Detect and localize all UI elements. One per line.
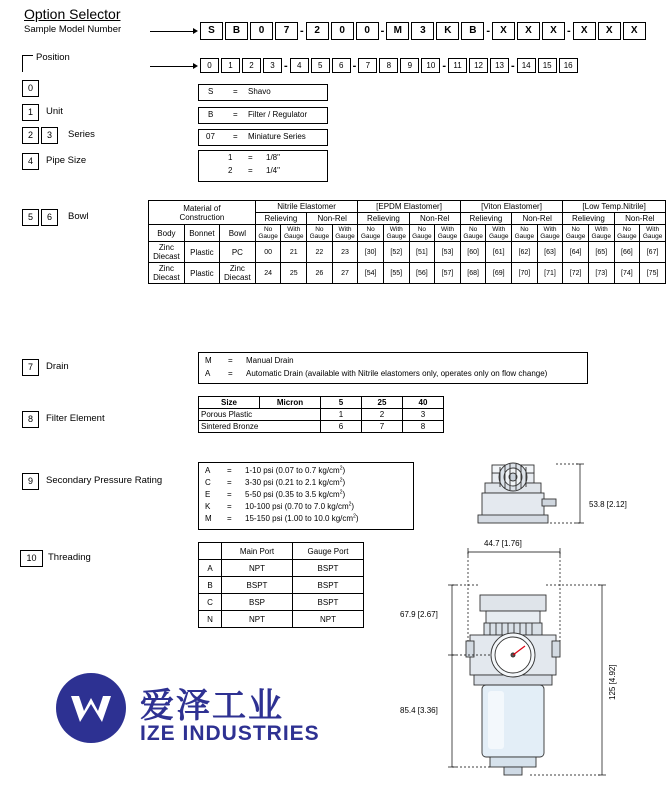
bowl-code-cell: [64] bbox=[563, 242, 589, 263]
filter-element-table bbox=[198, 396, 444, 433]
bowl-code-cell: [73] bbox=[588, 263, 614, 284]
sample-code-cell: X bbox=[623, 22, 646, 40]
row-1-code: B bbox=[208, 110, 214, 119]
sample-model-number-label: Sample Model Number bbox=[24, 24, 122, 35]
position-cell: 14 bbox=[517, 58, 536, 73]
bowl-header-gauge: With Gauge bbox=[383, 225, 409, 242]
product-drawing bbox=[430, 455, 666, 796]
sample-code-cell: 0 bbox=[356, 22, 379, 40]
filter-code-cell: 3 bbox=[403, 409, 444, 421]
thread-header-cell bbox=[199, 543, 222, 560]
thread-port-cell: BSPT bbox=[293, 594, 364, 611]
row-0-code: S bbox=[208, 87, 214, 96]
bowl-code-cell: 21 bbox=[281, 242, 307, 263]
secondary-option-value: 3-30 psi (0.21 to 2.1 $kg/cm^2$) bbox=[245, 477, 346, 487]
bowl-code-cell: [71] bbox=[537, 263, 563, 284]
position-cell: 0 bbox=[200, 58, 219, 73]
filter-table bbox=[198, 396, 444, 433]
logo-chinese-name: 爱泽工业 bbox=[140, 686, 284, 726]
thread-port-cell: BSPT bbox=[222, 577, 293, 594]
sample-code-cell: X bbox=[542, 22, 565, 40]
thread-header-cell: Main Port bbox=[222, 543, 293, 560]
sample-separator: - bbox=[380, 25, 385, 37]
bowl-code-cell: [74] bbox=[614, 263, 640, 284]
bowl-code-cell: [68] bbox=[460, 263, 486, 284]
bowl-header-part: Body bbox=[149, 225, 185, 242]
sample-code-cell: K bbox=[436, 22, 459, 40]
secondary-pressure-label: Secondary Pressure Rating bbox=[46, 475, 163, 486]
filter-code-cell: 7 bbox=[362, 421, 403, 433]
drain-opt-0-eq: = bbox=[228, 356, 233, 365]
arrow-line-position bbox=[150, 66, 195, 67]
bowl-header-gauge: With Gauge bbox=[332, 225, 358, 242]
pipe-size-box bbox=[198, 150, 328, 182]
sample-code-cell: 7 bbox=[275, 22, 298, 40]
secondary-option-eq: = bbox=[227, 501, 232, 511]
position-index-8: 8 bbox=[22, 411, 39, 428]
thread-table bbox=[198, 542, 364, 628]
bowl-label: Bowl bbox=[68, 211, 89, 222]
position-cell: 10 bbox=[421, 58, 440, 73]
bowl-header-gauge: No Gauge bbox=[358, 225, 384, 242]
position-separator: - bbox=[352, 59, 357, 72]
sample-code-cell: B bbox=[225, 22, 248, 40]
pipe-opt-1-value: 1/4" bbox=[266, 166, 280, 175]
drain-opt-0-value: Manual Drain bbox=[246, 356, 294, 365]
position-cell: 9 bbox=[400, 58, 419, 73]
thread-port-cell: BSPT bbox=[293, 577, 364, 594]
filter-element-label: Filter Element bbox=[46, 413, 105, 424]
bowl-table-row bbox=[149, 242, 666, 263]
page-title: Option Selector bbox=[24, 6, 121, 22]
position-separator: - bbox=[284, 59, 288, 72]
position-index-6: 6 bbox=[41, 209, 58, 226]
series-label: Series bbox=[68, 129, 95, 140]
position-index-0: 0 bbox=[22, 80, 39, 97]
secondary-option-code: M bbox=[205, 513, 212, 523]
bowl-header-relieving: Non-Rel bbox=[614, 213, 665, 225]
filter-header-cell: Micron bbox=[260, 397, 321, 409]
bowl-table bbox=[148, 200, 666, 284]
bowl-header-elastomer: [EPDM Elastomer] bbox=[358, 201, 461, 213]
threading-label: Threading bbox=[48, 552, 91, 563]
sample-code-cell: X bbox=[573, 22, 596, 40]
filter-code-cell: 2 bbox=[362, 409, 403, 421]
bowl-code-cell: [60] bbox=[460, 242, 486, 263]
logo-mark bbox=[55, 672, 127, 749]
bowl-code-cell: [56] bbox=[409, 263, 435, 284]
drain-opt-1-value: Automatic Drain (available with Nitrile elastomers only, operates only on flow change) bbox=[246, 369, 548, 378]
bowl-header-gauge: With Gauge bbox=[537, 225, 563, 242]
pipe-opt-0-value: 1/8" bbox=[266, 153, 280, 162]
bowl-header-relieving: Non-Rel bbox=[307, 213, 358, 225]
sample-separator: - bbox=[567, 25, 571, 37]
arrow-head-position bbox=[193, 63, 198, 69]
sample-code-cell: M bbox=[386, 22, 409, 40]
position-index-5: 5 bbox=[22, 209, 39, 226]
row-23-eq: = bbox=[233, 132, 238, 141]
bowl-code-cell: 24 bbox=[255, 263, 281, 284]
bowl-code-cell: 25 bbox=[281, 263, 307, 284]
position-cell: 1 bbox=[221, 58, 240, 73]
secondary-option-row bbox=[205, 513, 359, 525]
secondary-option-row bbox=[205, 501, 359, 513]
sample-separator: - bbox=[300, 25, 304, 37]
secondary-option-eq: = bbox=[227, 489, 232, 499]
secondary-option-code: E bbox=[205, 489, 211, 499]
secondary-option-code: A bbox=[205, 465, 211, 475]
thread-port-cell: NPT bbox=[293, 611, 364, 628]
position-cell: 12 bbox=[469, 58, 488, 73]
thread-table-row bbox=[199, 611, 364, 628]
bowl-code-cell: [57] bbox=[435, 263, 461, 284]
sample-code-cell: 0 bbox=[250, 22, 273, 40]
thread-port-cell: BSP bbox=[222, 594, 293, 611]
filter-material-name: Sintered Bronze bbox=[199, 421, 321, 433]
thread-port-cell: NPT bbox=[222, 560, 293, 577]
arrow-head-sample bbox=[193, 28, 198, 34]
unit-label: Unit bbox=[46, 106, 63, 117]
bowl-material-cell: Zinc Diecast bbox=[149, 263, 185, 284]
bowl-code-cell: [55] bbox=[383, 263, 409, 284]
position-label-text: Position bbox=[36, 52, 70, 63]
position-index-9: 9 bbox=[22, 473, 39, 490]
bowl-code-cell: 23 bbox=[332, 242, 358, 263]
bowl-material-cell: PC bbox=[219, 242, 255, 263]
secondary-option-row bbox=[205, 465, 359, 477]
filter-material-name: Porous Plastic bbox=[199, 409, 321, 421]
bowl-material-cell: Zinc Diecast bbox=[149, 242, 185, 263]
sample-code-cell: 2 bbox=[306, 22, 329, 40]
bowl-header-gauge: No Gauge bbox=[255, 225, 281, 242]
filter-table-row bbox=[199, 409, 444, 421]
sample-code-cell: 3 bbox=[411, 22, 434, 40]
dim-lower-height: 85.4 [3.36] bbox=[400, 706, 438, 715]
drain-opt-0-code: M bbox=[205, 356, 212, 365]
position-index-4: 4 bbox=[22, 153, 39, 170]
logo-english-name: IZE INDUSTRIES bbox=[140, 722, 320, 745]
filter-table-row bbox=[199, 421, 444, 433]
bowl-header-part: Bonnet bbox=[184, 225, 219, 242]
thread-code-cell: A bbox=[199, 560, 222, 577]
drain-opt-1-code: A bbox=[205, 369, 211, 378]
drain-opt-1-eq: = bbox=[228, 369, 233, 378]
position-cell: 3 bbox=[263, 58, 282, 73]
bowl-header-relieving: Relieving bbox=[255, 213, 306, 225]
sample-code-cell: S bbox=[200, 22, 223, 40]
bowl-header-gauge: With Gauge bbox=[486, 225, 512, 242]
sample-code-cell: X bbox=[598, 22, 621, 40]
position-row bbox=[200, 58, 578, 73]
position-cell: 6 bbox=[332, 58, 351, 73]
bowl-header-gauge: With Gauge bbox=[281, 225, 307, 242]
bowl-header-relieving: Non-Rel bbox=[409, 213, 460, 225]
bowl-material-cell: Plastic bbox=[184, 242, 219, 263]
bowl-table-row bbox=[149, 263, 666, 284]
bowl-code-cell: [63] bbox=[537, 242, 563, 263]
sample-code-cell: 0 bbox=[331, 22, 354, 40]
sample-separator: - bbox=[486, 25, 491, 37]
filter-header-cell: 5 bbox=[321, 397, 362, 409]
position-cell: 15 bbox=[538, 58, 557, 73]
pipe-opt-0-eq: = bbox=[248, 153, 253, 162]
dim-overall-height: 125 [4.92] bbox=[608, 664, 617, 700]
bowl-header-gauge: No Gauge bbox=[512, 225, 538, 242]
bowl-header-part: Bowl bbox=[219, 225, 255, 242]
sample-code-cell: X bbox=[492, 22, 515, 40]
bowl-header-material: Material of Construction bbox=[149, 201, 256, 225]
bowl-code-cell: [70] bbox=[512, 263, 538, 284]
pipe-opt-0-code: 1 bbox=[228, 153, 233, 162]
row-1-eq: = bbox=[233, 110, 238, 119]
position-cell: 2 bbox=[242, 58, 261, 73]
secondary-option-row bbox=[205, 477, 359, 489]
pipe-opt-1-code: 2 bbox=[228, 166, 233, 175]
secondary-option-code: K bbox=[205, 501, 211, 511]
bowl-header-gauge: No Gauge bbox=[460, 225, 486, 242]
bowl-code-cell: [61] bbox=[486, 242, 512, 263]
position-cell: 7 bbox=[358, 58, 377, 73]
bowl-header-gauge: With Gauge bbox=[435, 225, 461, 242]
pipe-size-label: Pipe Size bbox=[46, 155, 87, 166]
position-index-7: 7 bbox=[22, 359, 39, 376]
thread-port-cell: NPT bbox=[222, 611, 293, 628]
filter-header-cell: 25 bbox=[362, 397, 403, 409]
secondary-option-value: 10-100 psi (0.70 to 7.0 $kg/cm^2$) bbox=[245, 501, 355, 511]
dim-top-width: 44.7 [1.76] bbox=[484, 539, 522, 548]
bowl-code-cell: [52] bbox=[383, 242, 409, 263]
position-cell: 13 bbox=[490, 58, 509, 73]
position-cell: 5 bbox=[311, 58, 330, 73]
position-cell: 11 bbox=[448, 58, 467, 73]
position-bracket bbox=[22, 55, 33, 72]
position-cell: 8 bbox=[379, 58, 398, 73]
bowl-code-cell: 26 bbox=[307, 263, 333, 284]
bowl-header-gauge: No Gauge bbox=[563, 225, 589, 242]
bowl-code-cell: 00 bbox=[255, 242, 281, 263]
bowl-header-relieving: Relieving bbox=[460, 213, 511, 225]
thread-header-cell: Gauge Port bbox=[293, 543, 364, 560]
bowl-material-cell: Zinc Diecast bbox=[219, 263, 255, 284]
position-index-3: 3 bbox=[41, 127, 58, 144]
bowl-code-cell: [65] bbox=[588, 242, 614, 263]
position-cell: 16 bbox=[559, 58, 578, 73]
thread-table-row bbox=[199, 577, 364, 594]
bowl-code-cell: [72] bbox=[563, 263, 589, 284]
thread-code-cell: B bbox=[199, 577, 222, 594]
bowl-code-cell: [66] bbox=[614, 242, 640, 263]
sample-code-cell: B bbox=[461, 22, 484, 40]
bowl-code-cell: [75] bbox=[640, 263, 666, 284]
filter-code-cell: 8 bbox=[403, 421, 444, 433]
thread-code-cell: C bbox=[199, 594, 222, 611]
bowl-code-cell: [54] bbox=[358, 263, 384, 284]
sample-model-number-row bbox=[200, 22, 646, 40]
bowl-header-relieving: Relieving bbox=[358, 213, 409, 225]
bowl-header-relieving: Relieving bbox=[563, 213, 614, 225]
threading-table bbox=[198, 542, 364, 628]
position-index-10: 10 bbox=[20, 550, 43, 567]
bowl-code-cell: [62] bbox=[512, 242, 538, 263]
dim-top-height: 53.8 [2.12] bbox=[589, 500, 627, 509]
bowl-header-gauge: No Gauge bbox=[409, 225, 435, 242]
bowl-material-table bbox=[148, 200, 666, 284]
secondary-option-eq: = bbox=[227, 513, 232, 523]
bowl-code-cell: 22 bbox=[307, 242, 333, 263]
bowl-header-elastomer: [Viton Elastomer] bbox=[460, 201, 563, 213]
filter-header-cell: Size bbox=[199, 397, 260, 409]
secondary-option-eq: = bbox=[227, 465, 232, 475]
secondary-option-code: C bbox=[205, 477, 211, 487]
row-23-value: Miniature Series bbox=[248, 132, 306, 141]
position-separator: - bbox=[511, 59, 515, 72]
bowl-code-cell: [69] bbox=[486, 263, 512, 284]
row-0-eq: = bbox=[233, 87, 238, 96]
secondary-option-eq: = bbox=[227, 477, 232, 487]
secondary-options bbox=[205, 465, 359, 525]
bowl-header-gauge: No Gauge bbox=[614, 225, 640, 242]
bowl-header-gauge: No Gauge bbox=[307, 225, 333, 242]
row-1-value: Filter / Regulator bbox=[248, 110, 308, 119]
row-23-code: 07 bbox=[206, 132, 215, 141]
bowl-code-cell: [67] bbox=[640, 242, 666, 263]
bowl-material-cell: Plastic bbox=[184, 263, 219, 284]
position-cell: 4 bbox=[290, 58, 309, 73]
position-index-2: 2 bbox=[22, 127, 39, 144]
thread-code-cell: N bbox=[199, 611, 222, 628]
position-separator: - bbox=[442, 59, 447, 72]
bowl-code-cell: 27 bbox=[332, 263, 358, 284]
filter-code-cell: 6 bbox=[321, 421, 362, 433]
bowl-code-cell: [51] bbox=[409, 242, 435, 263]
secondary-option-value: 1-10 psi (0.07 to 0.7 $kg/cm^2$) bbox=[245, 465, 346, 475]
dim-upper-height: 67.9 [2.67] bbox=[400, 610, 438, 619]
sample-code-cell: X bbox=[517, 22, 540, 40]
thread-table-row bbox=[199, 594, 364, 611]
bowl-header-elastomer: Nitrile Elastomer bbox=[255, 201, 358, 213]
bowl-header-gauge: With Gauge bbox=[640, 225, 666, 242]
filter-code-cell: 1 bbox=[321, 409, 362, 421]
row-0-value: Shavo bbox=[248, 87, 271, 96]
secondary-option-row bbox=[205, 489, 359, 501]
filter-header-cell: 40 bbox=[403, 397, 444, 409]
thread-table-row bbox=[199, 560, 364, 577]
secondary-option-value: 5-50 psi (0.35 to 3.5 $kg/cm^2$) bbox=[245, 489, 346, 499]
arrow-line-sample bbox=[150, 31, 195, 32]
bowl-header-elastomer: [Low Temp.Nitrile] bbox=[563, 201, 666, 213]
bowl-header-relieving: Non-Rel bbox=[512, 213, 563, 225]
bowl-header-gauge: With Gauge bbox=[588, 225, 614, 242]
bowl-code-cell: [53] bbox=[435, 242, 461, 263]
secondary-option-value: 15-150 psi (1.00 to 10.0 $kg/cm^2$) bbox=[245, 513, 359, 523]
drain-label: Drain bbox=[46, 361, 69, 372]
thread-port-cell: BSPT bbox=[293, 560, 364, 577]
pipe-opt-1-eq: = bbox=[248, 166, 253, 175]
position-index-1: 1 bbox=[22, 104, 39, 121]
bowl-code-cell: [30] bbox=[358, 242, 384, 263]
